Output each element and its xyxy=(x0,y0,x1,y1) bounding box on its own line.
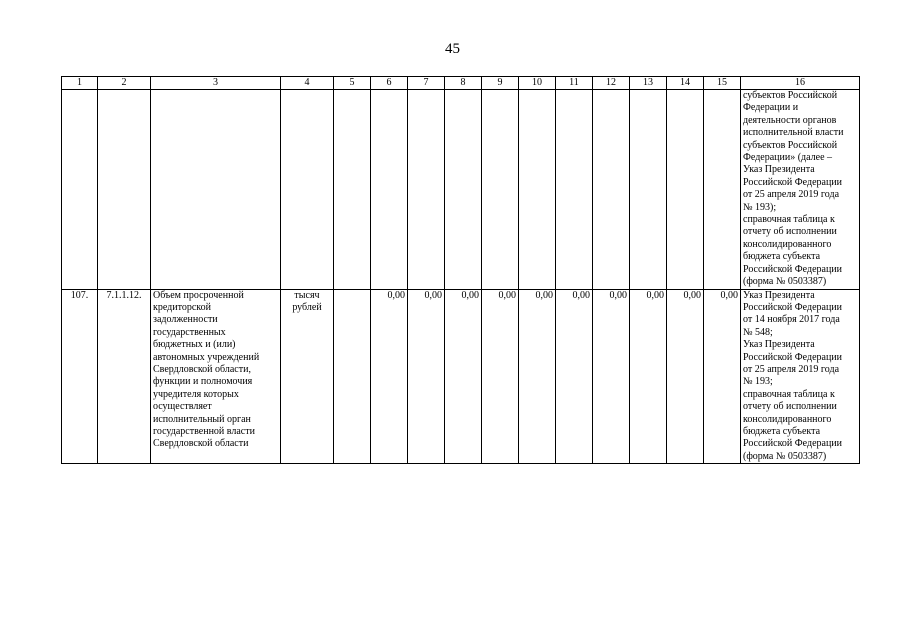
indicator-name-cell xyxy=(151,90,281,290)
table-row-continuation xyxy=(62,90,860,290)
value-cell xyxy=(630,289,667,464)
cell-text-line: 0,00 xyxy=(461,289,479,301)
cell-text-line: государственных xyxy=(153,326,226,338)
cell-text-line: консолидированного xyxy=(743,413,832,425)
cell-text-line: от 14 ноября 2017 года xyxy=(743,314,840,326)
value-cell xyxy=(593,289,630,464)
cell-text-line: Российской Федерации xyxy=(743,176,843,188)
column-number: 3 xyxy=(151,77,281,90)
value-cell xyxy=(556,90,593,290)
indicator-code-cell xyxy=(98,90,151,290)
cell-text-line: от 25 апреля 2019 года xyxy=(743,189,840,201)
value-cell xyxy=(334,289,371,464)
value-cell xyxy=(704,289,741,464)
column-number: 14 xyxy=(667,77,704,90)
cell-text-line: справочная таблица к xyxy=(743,388,835,400)
unit-cell xyxy=(281,289,334,464)
value-cell xyxy=(408,289,445,464)
table-row-107 xyxy=(62,289,860,464)
cell-text-line: рублей xyxy=(292,301,322,313)
data-table xyxy=(61,76,860,464)
cell-text-line: 0,00 xyxy=(646,289,664,301)
cell-text-line: 0,00 xyxy=(424,289,442,301)
cell-text-line: Российской Федерации xyxy=(743,263,843,275)
cell-text-line: субъектов Российской xyxy=(743,90,838,101)
column-number-row xyxy=(62,77,860,90)
column-number: 5 xyxy=(334,77,371,90)
value-cell xyxy=(519,289,556,464)
row-number-cell xyxy=(62,90,98,290)
column-number: 9 xyxy=(482,77,519,90)
cell-text-line: Федерации и xyxy=(743,102,799,114)
cell-text-line: бюджета субъекта xyxy=(743,251,821,263)
value-cell xyxy=(667,90,704,290)
cell-text-line: бюджетных и (или) xyxy=(153,339,236,351)
cell-text-line: функции и полномочия xyxy=(153,376,253,388)
value-cell xyxy=(704,90,741,290)
value-cell xyxy=(482,289,519,464)
cell-text-line: автономных учреждений xyxy=(153,351,260,363)
cell-text-line: 0,00 xyxy=(572,289,590,301)
row-number-cell xyxy=(62,289,98,464)
value-cell xyxy=(519,90,556,290)
value-cell xyxy=(371,289,408,464)
indicator-code-cell xyxy=(98,289,151,464)
value-cell xyxy=(593,90,630,290)
value-cell xyxy=(334,90,371,290)
indicator-name-cell xyxy=(151,289,281,464)
page-number: 45 xyxy=(445,41,460,57)
cell-text-line: (форма № 0503387) xyxy=(743,276,827,288)
cell-text-line: Указ Президента xyxy=(743,339,815,351)
value-cell xyxy=(556,289,593,464)
column-number: 8 xyxy=(445,77,482,90)
cell-text-line: Российской Федерации xyxy=(743,351,843,363)
cell-text-line: 0,00 xyxy=(535,289,553,301)
column-number: 4 xyxy=(281,77,334,90)
cell-text-line: исполнительной власти xyxy=(743,127,844,139)
cell-text-line: 0,00 xyxy=(683,289,701,301)
cell-text-line: Федерации» (далее – xyxy=(743,152,833,164)
value-cell xyxy=(371,90,408,290)
cell-text-line: отчету об исполнении xyxy=(743,401,837,413)
cell-text-line: консолидированного xyxy=(743,238,832,250)
cell-text-line: субъектов Российской xyxy=(743,139,838,151)
column-number: 12 xyxy=(593,77,630,90)
value-cell xyxy=(482,90,519,290)
column-number: 1 xyxy=(62,77,98,90)
cell-text-line: Объем просроченной xyxy=(153,289,244,301)
cell-text-line: от 25 апреля 2019 года xyxy=(743,363,840,375)
value-cell xyxy=(408,90,445,290)
cell-text-line: учредителя которых xyxy=(153,388,239,400)
cell-text-line: Указ Президента xyxy=(743,164,815,176)
value-cell xyxy=(445,90,482,290)
cell-text-line: 0,00 xyxy=(498,289,516,301)
cell-text-line: Свердловской области xyxy=(153,438,249,450)
cell-text-line: кредиторской xyxy=(153,301,211,313)
cell-text-line: № 548; xyxy=(743,326,773,338)
column-number: 15 xyxy=(704,77,741,90)
cell-text-line: государственной власти xyxy=(153,425,255,437)
cell-text-line: тысяч xyxy=(294,289,320,301)
column-number: 7 xyxy=(408,77,445,90)
source-cell xyxy=(741,289,860,464)
cell-text-line: № 193); xyxy=(743,201,777,213)
cell-text-line: деятельности органов xyxy=(743,114,837,126)
value-cell xyxy=(445,289,482,464)
column-number: 16 xyxy=(741,77,860,90)
unit-cell xyxy=(281,90,334,290)
cell-text-line: (форма № 0503387) xyxy=(743,450,827,462)
cell-text-line: Указ Президента xyxy=(743,289,815,301)
cell-text-line: осуществляет xyxy=(153,401,212,413)
value-cell xyxy=(667,289,704,464)
cell-text-line: исполнительный орган xyxy=(153,413,251,425)
cell-text-line: 0,00 xyxy=(387,289,405,301)
cell-text-line: Свердловской области, xyxy=(153,363,251,375)
column-number: 2 xyxy=(98,77,151,90)
cell-text-line: 0,00 xyxy=(609,289,627,301)
column-number: 6 xyxy=(371,77,408,90)
column-number: 11 xyxy=(556,77,593,90)
cell-text-line: задолженности xyxy=(153,314,218,326)
cell-text-line: Российской Федерации xyxy=(743,301,843,313)
cell-text-line: 7.1.1.12. xyxy=(106,289,142,301)
cell-text-line: справочная таблица к xyxy=(743,214,835,226)
cell-text-line: № 193; xyxy=(743,376,773,388)
cell-text-line: Российской Федерации xyxy=(743,438,843,450)
cell-text-line: бюджета субъекта xyxy=(743,425,821,437)
cell-text-line: 0,00 xyxy=(720,289,738,301)
value-cell xyxy=(630,90,667,290)
cell-text-line: отчету об исполнении xyxy=(743,226,837,238)
cell-text-line: 107. xyxy=(70,289,89,301)
column-number: 10 xyxy=(519,77,556,90)
column-number: 13 xyxy=(630,77,667,90)
source-cell xyxy=(741,90,860,290)
